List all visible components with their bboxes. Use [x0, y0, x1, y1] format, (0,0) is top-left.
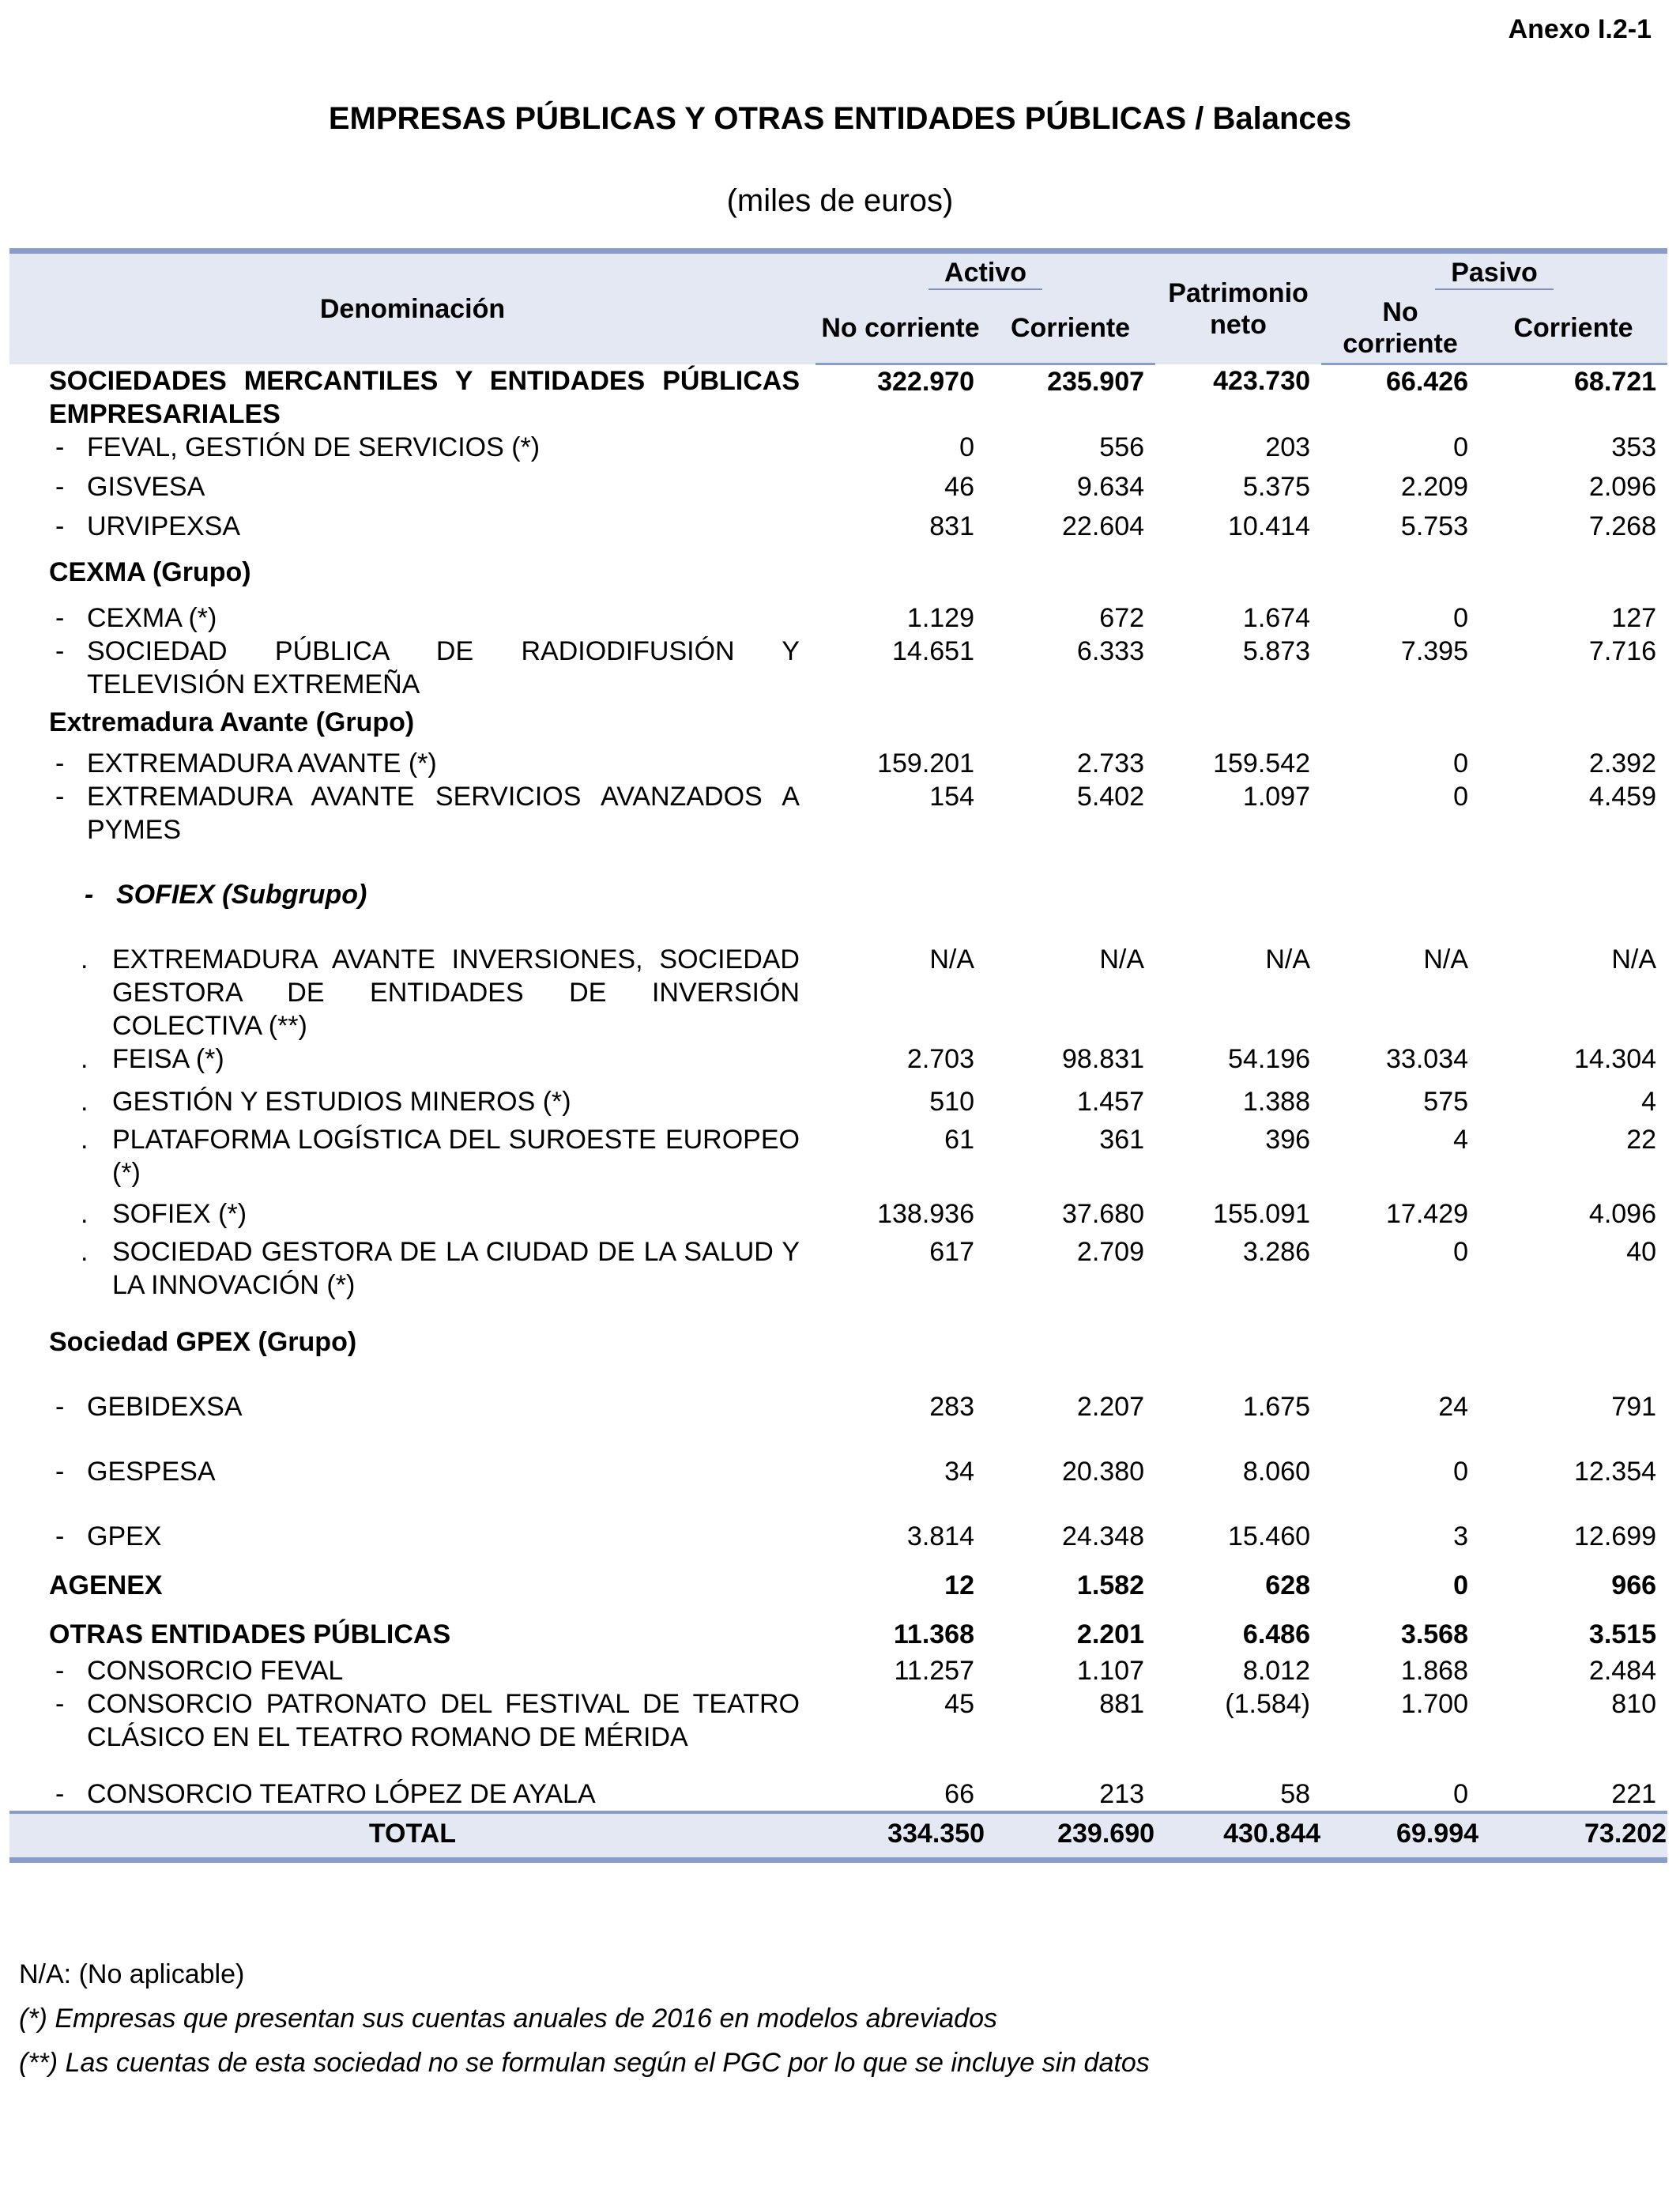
cell-value: [1479, 846, 1667, 911]
cell-value: 3.515: [1588, 1619, 1657, 1649]
row-label: [9, 1359, 816, 1423]
total-value: 430.844: [1155, 1812, 1321, 1860]
row-name: GISVESA: [87, 471, 205, 502]
header-denominacion: Denominación: [9, 251, 816, 364]
cell-value: 0: [1453, 602, 1469, 633]
row-label: [9, 431, 816, 464]
cell-value: 0: [1453, 1236, 1469, 1267]
cell-value: 12.699: [1574, 1521, 1657, 1551]
table-row: [9, 701, 1667, 739]
cell-value: 8.012: [1242, 1655, 1311, 1686]
cell-value: 45: [944, 1688, 974, 1719]
cell-value: 20.380: [1062, 1456, 1145, 1487]
units-subtitle: (miles de euros): [726, 183, 954, 218]
balance-table: [9, 248, 1667, 1863]
cell-value: 2.392: [1588, 748, 1657, 778]
cell-value: 6.333: [1076, 635, 1145, 666]
row-name: EXTREMADURA AVANTE (*): [87, 748, 437, 778]
cell-value: 3: [1453, 1521, 1469, 1551]
cell-value: 810: [1611, 1688, 1657, 1719]
cell-value: 1.675: [1242, 1391, 1311, 1422]
row-label: [9, 1754, 816, 1812]
footnote-abbreviated: (*) Empresas que presentan sus cuentas anuales de 2016 en modelos abreviados: [19, 2004, 997, 2034]
cell-value: 0: [1453, 1778, 1469, 1809]
header-pasivo-no-corriente: No corriente: [1321, 293, 1479, 364]
cell-value: 2.733: [1076, 748, 1145, 778]
cell-value: 510: [929, 1086, 974, 1117]
row-name: PLATAFORMA LOGÍSTICA DEL SUROESTE EUROPEO (*): [112, 1124, 800, 1188]
row-label: [9, 1042, 816, 1076]
cell-value: 322.970: [877, 367, 974, 397]
cell-value: 5.873: [1242, 635, 1311, 666]
cell-value: [1155, 543, 1321, 589]
cell-value: 2.209: [1400, 471, 1469, 502]
cell-value: [816, 701, 985, 739]
cell-value: 0: [1453, 748, 1469, 778]
table-row: [9, 464, 1667, 503]
cell-value: 791: [1611, 1391, 1657, 1422]
row-label: [9, 846, 816, 911]
table-row: [9, 846, 1667, 911]
section-title: Sociedad GPEX (Grupo): [49, 1326, 357, 1357]
table-body: [9, 364, 1667, 1812]
total-value: 73.202: [1479, 1812, 1667, 1860]
cell-value: [1321, 1302, 1479, 1359]
table-row: [9, 1754, 1667, 1812]
group-title: SOCIEDADES MERCANTILES Y ENTIDADES PÚBLICAS EMPRESARIALES: [49, 365, 800, 429]
row-marker: -: [55, 1688, 65, 1719]
table-row: [9, 1042, 1667, 1076]
row-label: [9, 1231, 816, 1302]
cell-value: 127: [1611, 602, 1657, 633]
header-activo-corriente: Corriente: [985, 293, 1155, 364]
table-row: [9, 1488, 1667, 1553]
header-activo-no-corriente: No corriente: [816, 293, 985, 364]
row-marker: -: [55, 1778, 65, 1809]
cell-value: 353: [1611, 432, 1657, 462]
cell-value: 34: [944, 1456, 974, 1487]
row-marker: .: [81, 1043, 89, 1074]
table-row: [9, 431, 1667, 464]
cell-value: 213: [1099, 1778, 1145, 1809]
table-row: [9, 1602, 1667, 1651]
footnote-pgc: (**) Las cuentas de esta sociedad no se formulan según el PGC por lo que se incluye sin datos: [19, 2048, 1150, 2078]
cell-value: [1321, 846, 1479, 911]
row-marker: -: [55, 748, 65, 778]
cell-value: N/A: [1099, 944, 1145, 974]
cell-value: [1479, 1302, 1667, 1359]
cell-value: [816, 1302, 985, 1359]
cell-value: 1.097: [1242, 781, 1311, 812]
row-name: EXTREMADURA AVANTE INVERSIONES, SOCIEDAD GESTORA DE ENTIDADES DE INVERSIÓN COLECTIVA (**): [112, 944, 800, 1041]
cell-value: 617: [929, 1236, 974, 1267]
row-label: [9, 1488, 816, 1553]
cell-value: 58: [1280, 1778, 1311, 1809]
cell-value: 831: [929, 511, 974, 541]
cell-value: 628: [1265, 1570, 1311, 1600]
cell-value: 1.388: [1242, 1086, 1311, 1117]
cell-value: 159.542: [1213, 748, 1311, 778]
cell-value: 33.034: [1386, 1043, 1469, 1074]
row-label: [9, 635, 816, 701]
header-pasivo-corriente: Corriente: [1479, 293, 1667, 364]
cell-value: 672: [1099, 602, 1145, 633]
cell-value: 1.674: [1242, 602, 1311, 633]
cell-value: 3.286: [1242, 1236, 1311, 1267]
row-name: URVIPEXSA: [87, 511, 241, 541]
footnotes: [19, 1952, 1150, 2085]
cell-value: 4.096: [1588, 1198, 1657, 1229]
row-marker: -: [55, 511, 65, 541]
cell-value: 14.651: [892, 635, 974, 666]
row-marker: .: [81, 1086, 89, 1117]
cell-value: 37.680: [1062, 1198, 1145, 1229]
cell-value: [1479, 543, 1667, 589]
page-title: EMPRESAS PÚBLICAS Y OTRAS ENTIDADES PÚBLICAS / Balances: [328, 101, 1352, 136]
row-label: [9, 503, 816, 543]
table-row: [9, 589, 1667, 635]
cell-value: N/A: [929, 944, 974, 974]
cell-value: 0: [1453, 781, 1469, 812]
cell-value: 0: [959, 432, 974, 462]
total-value: 334.350: [816, 1812, 985, 1860]
cell-value: 396: [1265, 1124, 1311, 1155]
table-row: [9, 1359, 1667, 1423]
row-label: [9, 911, 816, 1042]
cell-value: 8.060: [1242, 1456, 1311, 1487]
table-row: [9, 1553, 1667, 1602]
cell-value: 9.634: [1076, 471, 1145, 502]
row-label: [9, 364, 816, 431]
total-value: 69.994: [1321, 1812, 1479, 1860]
row-marker: -: [55, 635, 65, 666]
cell-value: 5.375: [1242, 471, 1311, 502]
row-name: CONSORCIO PATRONATO DEL FESTIVAL DE TEATRO CLÁSICO EN EL TEATRO ROMANO DE MÉRIDA: [87, 1688, 800, 1752]
row-marker: -: [55, 1521, 65, 1551]
cell-value: 2.201: [1076, 1619, 1145, 1649]
cell-value: 155.091: [1213, 1198, 1311, 1229]
cell-value: 1.868: [1400, 1655, 1469, 1686]
cell-value: N/A: [1611, 944, 1657, 974]
cell-value: 6.486: [1242, 1619, 1311, 1649]
cell-value: 0: [1453, 1456, 1469, 1487]
header-patrimonio-neto: Patrimonio neto: [1155, 251, 1321, 364]
cell-value: [985, 846, 1155, 911]
header-activo: Activo: [816, 251, 1155, 294]
cell-value: [1155, 1302, 1321, 1359]
cell-value: 1.582: [1076, 1570, 1145, 1600]
row-name: SOCIEDAD GESTORA DE LA CIUDAD DE LA SALUD Y LA INNOVACIÓN (*): [112, 1236, 800, 1300]
cell-value: 4.459: [1588, 781, 1657, 812]
cell-value: 4: [1453, 1124, 1469, 1155]
row-label: [9, 1118, 816, 1189]
cell-value: 12.354: [1574, 1456, 1657, 1487]
table-row: [9, 364, 1667, 431]
cell-value: 14.304: [1574, 1043, 1657, 1074]
cell-value: [985, 701, 1155, 739]
row-marker: .: [81, 944, 89, 974]
row-name: EXTREMADURA AVANTE SERVICIOS AVANZADOS A PYMES: [87, 781, 800, 845]
cell-value: 24.348: [1062, 1521, 1145, 1551]
cell-value: 1.129: [906, 602, 974, 633]
cell-value: N/A: [1423, 944, 1469, 974]
total-label: TOTAL: [9, 1812, 816, 1860]
table-row: [9, 1423, 1667, 1488]
total-row: [9, 1812, 1667, 1860]
row-label: [9, 1423, 816, 1488]
row-name: CONSORCIO FEVAL: [87, 1655, 344, 1686]
table-row: [9, 1076, 1667, 1118]
cell-value: [1155, 846, 1321, 911]
table-row: [9, 1231, 1667, 1302]
cell-value: [1321, 701, 1479, 739]
cell-value: 1.700: [1400, 1688, 1469, 1719]
row-name: GPEX: [87, 1521, 162, 1551]
cell-value: 3.568: [1400, 1619, 1469, 1649]
cell-value: 154: [929, 781, 974, 812]
row-name: FEISA (*): [112, 1043, 224, 1074]
cell-value: 203: [1265, 432, 1311, 462]
row-name: CONSORCIO TEATRO LÓPEZ DE AYALA: [87, 1778, 596, 1809]
cell-value: 221: [1611, 1778, 1657, 1809]
row-name: SOFIEX (Subgrupo): [116, 879, 367, 910]
table-row: [9, 1687, 1667, 1754]
section-title: Extremadura Avante (Grupo): [49, 707, 415, 737]
header-pasivo: Pasivo: [1321, 251, 1667, 294]
row-label: [9, 543, 816, 589]
cell-value: 966: [1611, 1570, 1657, 1600]
cell-value: 15.460: [1228, 1521, 1311, 1551]
cell-value: 575: [1423, 1086, 1469, 1117]
cell-value: 61: [944, 1124, 974, 1155]
cell-value: 2.096: [1588, 471, 1657, 502]
row-marker: .: [81, 1198, 89, 1229]
cell-value: 1.107: [1076, 1655, 1145, 1686]
cell-value: 423.730: [1213, 365, 1311, 396]
row-label: [9, 780, 816, 846]
cell-value: 10.414: [1228, 511, 1311, 541]
cell-value: 11.368: [893, 1619, 974, 1649]
cell-value: 7.395: [1400, 635, 1469, 666]
row-label: [9, 1687, 816, 1754]
cell-value: [1321, 543, 1479, 589]
cell-value: 12: [944, 1570, 974, 1600]
section-title: CEXMA (Grupo): [49, 556, 251, 587]
table-row: [9, 780, 1667, 846]
cell-value: 98.831: [1062, 1043, 1145, 1074]
cell-value: 881: [1099, 1688, 1145, 1719]
row-label: [9, 1651, 816, 1687]
cell-value: 11.257: [894, 1655, 974, 1686]
cell-value: (1.584): [1225, 1688, 1311, 1719]
row-label: [9, 701, 816, 739]
row-label: [9, 739, 816, 780]
row-marker: -: [55, 432, 65, 462]
cell-value: N/A: [1265, 944, 1311, 974]
row-marker: -: [55, 471, 65, 502]
cell-value: 22: [1626, 1124, 1657, 1155]
row-marker: -: [55, 602, 65, 633]
cell-value: 3.814: [906, 1521, 974, 1551]
cell-value: 54.196: [1228, 1043, 1311, 1074]
cell-value: [816, 543, 985, 589]
cell-value: 7.268: [1588, 511, 1657, 541]
cell-value: 46: [944, 471, 974, 502]
cell-value: 283: [929, 1391, 974, 1422]
footnote-na: N/A: (No aplicable): [19, 1959, 245, 1989]
row-marker: -: [55, 1655, 65, 1686]
row-name: FEVAL, GESTIÓN DE SERVICIOS (*): [87, 432, 541, 462]
cell-value: [985, 1302, 1155, 1359]
row-marker: -: [55, 781, 65, 812]
table-row: [9, 1651, 1667, 1687]
row-label: [9, 1602, 816, 1651]
cell-value: [1155, 701, 1321, 739]
cell-value: 0: [1453, 432, 1469, 462]
cell-value: 4: [1641, 1086, 1657, 1117]
cell-value: 40: [1626, 1236, 1657, 1267]
table-row: [9, 1118, 1667, 1189]
row-label: [9, 1553, 816, 1602]
cell-value: 5.402: [1076, 781, 1145, 812]
row-name: GESTIÓN Y ESTUDIOS MINEROS (*): [112, 1086, 571, 1117]
row-marker: -: [85, 879, 94, 910]
row-name: SOFIEX (*): [112, 1198, 247, 1229]
row-name: SOCIEDAD PÚBLICA DE RADIODIFUSIÓN Y TELEVISIÓN EXTREMEÑA: [87, 635, 800, 699]
cell-value: 235.907: [1047, 367, 1145, 397]
table-row: [9, 1302, 1667, 1359]
cell-value: 66: [944, 1778, 974, 1809]
table-row: [9, 543, 1667, 589]
cell-value: 2.484: [1588, 1655, 1657, 1686]
cell-value: 2.703: [906, 1043, 974, 1074]
row-marker: .: [81, 1236, 89, 1267]
cell-value: 361: [1099, 1124, 1145, 1155]
cell-value: [985, 543, 1155, 589]
annex-label: Anexo I.2-1: [1508, 14, 1652, 44]
row-name: CEXMA (*): [87, 602, 217, 633]
cell-value: [1479, 701, 1667, 739]
cell-value: 138.936: [877, 1198, 974, 1229]
row-label: [9, 589, 816, 635]
total-value: 239.690: [985, 1812, 1155, 1860]
cell-value: 24: [1438, 1391, 1469, 1422]
cell-value: 17.429: [1386, 1198, 1469, 1229]
table-row: [9, 911, 1667, 1042]
group-title: OTRAS ENTIDADES PÚBLICAS: [49, 1619, 451, 1649]
row-label: [9, 464, 816, 503]
cell-value: 1.457: [1076, 1086, 1145, 1117]
row-label: [9, 1302, 816, 1359]
table-row: [9, 739, 1667, 780]
table-row: [9, 635, 1667, 701]
row-label: [9, 1076, 816, 1118]
row-label: [9, 1189, 816, 1231]
cell-value: [816, 846, 985, 911]
row-marker: -: [55, 1456, 65, 1487]
cell-value: 2.207: [1076, 1391, 1145, 1422]
cell-value: 159.201: [877, 748, 974, 778]
cell-value: 556: [1099, 432, 1145, 462]
row-marker: .: [81, 1124, 89, 1155]
group-title: AGENEX: [49, 1570, 163, 1600]
cell-value: 7.716: [1588, 635, 1657, 666]
table-row: [9, 503, 1667, 543]
row-name: GESPESA: [87, 1456, 216, 1487]
cell-value: 66.426: [1386, 367, 1469, 397]
cell-value: 2.709: [1076, 1236, 1145, 1267]
row-marker: -: [55, 1391, 65, 1422]
cell-value: 22.604: [1062, 511, 1145, 541]
cell-value: 5.753: [1400, 511, 1469, 541]
row-name: GEBIDEXSA: [87, 1391, 243, 1422]
cell-value: 0: [1453, 1570, 1469, 1600]
table-row: [9, 1189, 1667, 1231]
cell-value: 68.721: [1574, 367, 1657, 397]
